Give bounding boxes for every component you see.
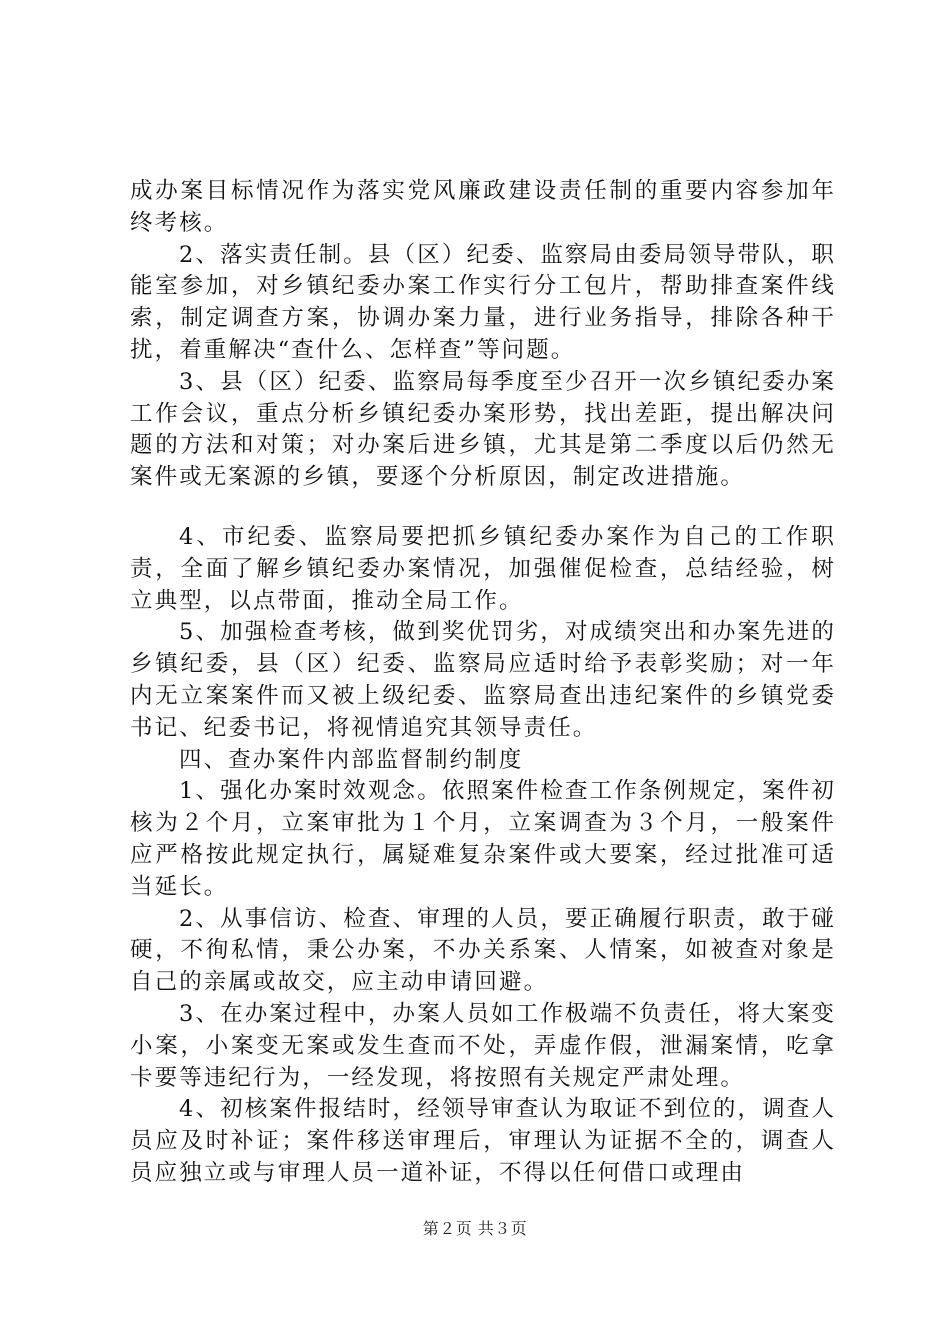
document-body — [130, 176, 836, 1190]
paragraph-continuation: 成办案目标情况作为落实党风廉政建设责任制的重要内容参加年终考核。 — [130, 178, 836, 236]
paragraph-item-4: 4、市纪委、监察局要把抓乡镇纪委办案作为自己的工作职责，全面了解乡镇纪委办案情况，加强催促检查，总结经验，树立典型，以点带面，推动全局工作。 — [130, 523, 836, 614]
paragraph-section4-item-4: 4、初核案件报结时，经领导审查认为取证不到位的，调查人员应及时补证；案件移送审理后，审理认为证据不全的，调查人员应独立或与审理人员一道补证，不得以任何借口或理由 — [130, 1096, 836, 1186]
paragraph-section4-item-1: 1、强化办案时效观念。依照案件检查工作条例规定，案件初核为２个月，立案审批为１个月，立案调查为３个月，一般案件应严格按此规定执行，属疑难复杂案件或大要案，经过批准可适当延长。 — [130, 778, 836, 900]
section-heading-4: 四、查办案件内部监督制约制度 — [179, 746, 524, 773]
paragraph-section4-item-2: 2、从事信访、检查、审理的人员，要正确履行职责，敢于碰硬，不徇私情，秉公办案，不办关系案、人情案，如被查对象是自己的亲属或故交，应主动申请回避。 — [130, 905, 836, 996]
paragraph-item-3: 3、县（区）纪委、监察局每季度至少召开一次乡镇纪委办案工作会议，重点分析乡镇纪委办案形势，找出差距，提出解决问题的方法和对策；对办案后进乡镇，尤其是第二季度以后仍然无案件或无案源的乡镇，要逐个分析原因，制定改进措施。 — [130, 368, 836, 491]
paragraph-section4-item-3: 3、在办案过程中，办案人员如工作极端不负责任，将大案变小案，小案变无案或发生查而不处，弄虚作假，泄漏案情，吃拿卡要等违纪行为，一经发现，将按照有关规定严肃处理。 — [130, 1000, 836, 1091]
paragraph-item-5: 5、加强检查考核，做到奖优罚劣，对成绩突出和办案先进的乡镇纪委，县（区）纪委、监察局应适时给予表彰奖励；对一年内无立案案件而又被上级纪委、监察局查出违纪案件的乡镇党委书记、纪委书记，将视情追究其领导责任。 — [130, 619, 836, 741]
page-number-footer: 第２页 共３页 — [422, 1219, 528, 1238]
paragraph-item-2: 2、落实责任制。县（区）纪委、监察局由委局领导带队，职能室参加，对乡镇纪委办案工作实行分工包片，帮助排查案件线索，制定调查方案，协调办案力量，进行业务指导，排除各种干扰，着重解决“查什么、怎样查”等问题。 — [130, 241, 836, 363]
